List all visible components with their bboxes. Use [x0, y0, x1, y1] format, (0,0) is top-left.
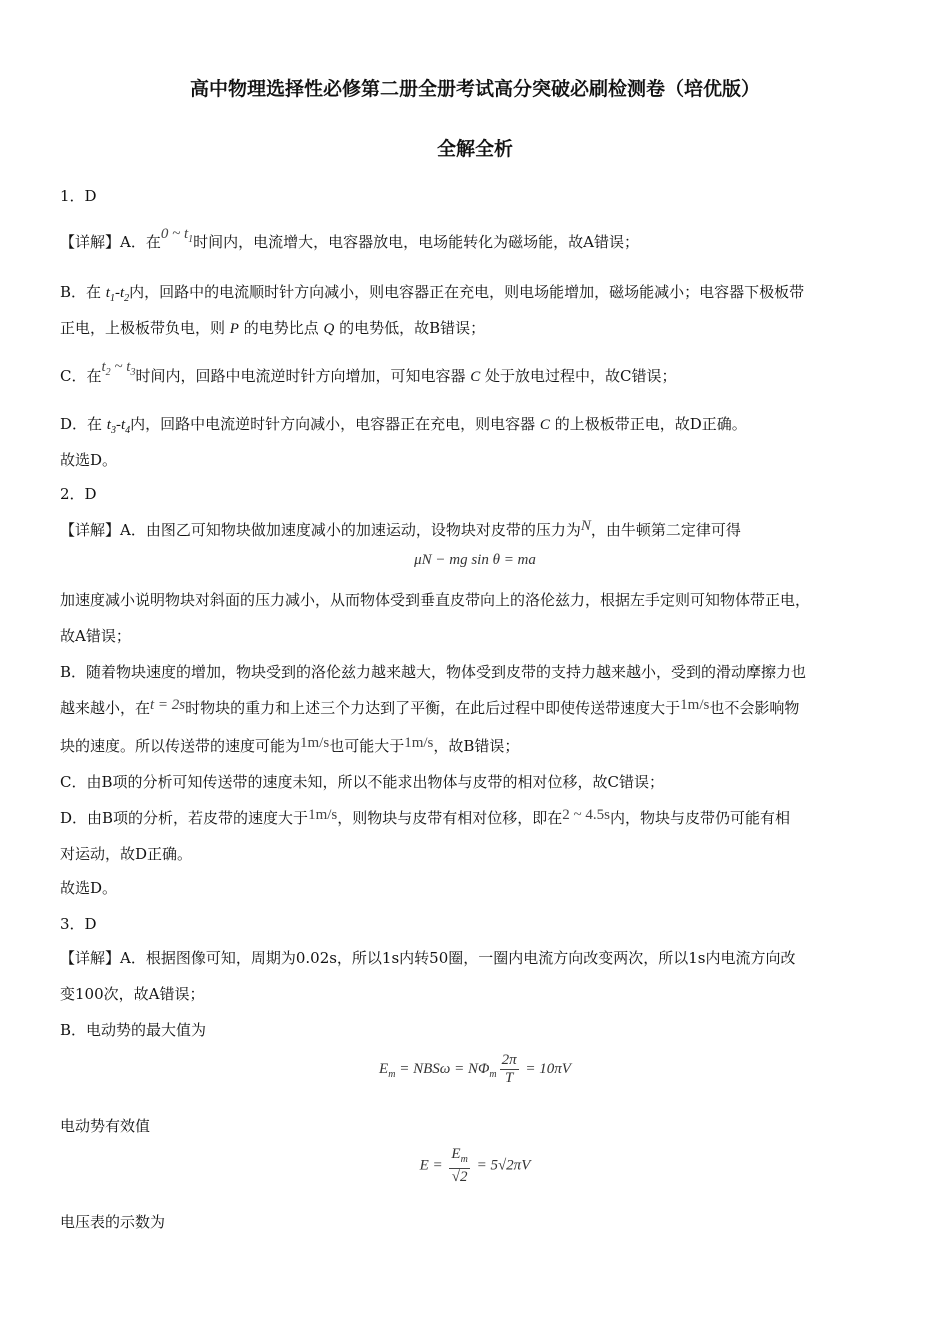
q3-option-b-line1: B．电动势的最大值为 — [60, 1021, 207, 1039]
q1-option-a — [60, 226, 639, 259]
q1-b2-pre: 正电，上极板带负电，则 — [60, 319, 230, 337]
q3-eq2-num: 2π — [501, 1052, 517, 1068]
q2-b3-math2: 1m/s — [404, 735, 434, 751]
q2-option-d-line1 — [60, 808, 790, 829]
q3-eq2-mid: = NBSω = NΦ — [395, 1060, 490, 1077]
q3-option-a-line1: 【详解】A．根据图像可知，周期为0.02s，所以1s内转50圈，一圈内电流方向改变两次，所以1s内电流方向改 — [60, 949, 796, 967]
q1-c-math — [101, 359, 136, 378]
q1-a-math-sub: 1 — [188, 234, 194, 245]
q1-b2-q: Q — [323, 321, 335, 337]
q2-option-a-line1 — [60, 520, 741, 541]
q1-a-post: 时间内，电流增大，电容器放电，电场能转化为磁场能，故A错误； — [193, 233, 639, 251]
q1-c-post2: 处于放电过程中，故C错误； — [480, 367, 677, 385]
q3-eq3-numwrap — [449, 1146, 469, 1169]
q2-a1-n: N — [580, 518, 591, 534]
q2-b3-pre: 块的速度。所以传送带的速度可能为 — [60, 737, 301, 755]
q1-a-pre: 【详解】A．在 — [60, 233, 161, 251]
q1-d-c: C — [539, 417, 550, 433]
q1-c-post1: 时间内，回路中电流逆时针方向增加，可知电容器 — [135, 367, 471, 385]
q2-b2-math2: 1m/s — [680, 697, 710, 713]
q2-d1-math1: 1m/s — [308, 807, 338, 823]
q1-d-pre: D．在 — [60, 415, 107, 433]
q3-eq3-den: √2 — [451, 1169, 468, 1185]
q1-c-pre: C．在 — [60, 367, 102, 385]
q3-eq2-fraction — [500, 1052, 519, 1087]
q1-b2-p: P — [229, 321, 239, 337]
q2-b2-mid: 时物块的重力和上述三个力达到了平衡，在此后过程中即使传送带速度大于 — [185, 699, 681, 717]
q1-b1-pre: B．在 — [60, 283, 106, 301]
q2-option-b-line3 — [60, 736, 519, 757]
q1-answer: 故选D。 — [60, 451, 118, 469]
q3-option-b-line2: 电动势有效值 — [60, 1117, 151, 1135]
document-subtitle: 全解全析 — [436, 138, 513, 160]
q2-b3-math1: 1m/s — [300, 735, 330, 751]
q1-option-d — [60, 414, 747, 441]
q1-c-math1: t — [101, 359, 106, 375]
q2-option-a-line2: 加速度减小说明物块对斜面的压力减小，从而物体受到垂直皮带向上的洛伦兹力，根据左手定则可知物体带正电， — [60, 591, 811, 609]
q1-d-t: t — [106, 417, 111, 433]
q2-option-a-line3: 故A错误； — [60, 627, 131, 645]
q2-option-b-line2 — [60, 698, 799, 719]
q1-c-s2: 3 — [130, 367, 136, 378]
q2-option-b-line1: B．随着物块速度的增加，物块受到的洛伦兹力越来越大，物体受到皮带的支持力越来越小，受到的滑动摩擦力也 — [60, 663, 807, 681]
q1-option-b-line2 — [60, 318, 485, 339]
q2-d1-pre: D．由B项的分析，若皮带的速度大于 — [60, 809, 309, 827]
q2-b3-mid: 也可能大于 — [329, 737, 405, 755]
q1-b1-post: 内，回路中的电流顺时针方向减小，则电容器正在充电，则电场能增加，磁场能减小；电容器下极板带 — [129, 283, 805, 301]
q3-eq2-mid-sub: m — [489, 1068, 497, 1080]
q2-d1-mid: ，则物块与皮带有相对位移，即在 — [337, 809, 563, 827]
q1-d-post1: 内，回路中电流逆时针方向减小，电容器正在充电，则电容器 — [130, 415, 540, 433]
q1-d-post2: 的上极板带正电，故D正确。 — [549, 415, 747, 433]
q2-b2-math1: t = 2s — [150, 697, 186, 713]
q3-eq3-fraction — [449, 1146, 469, 1186]
q2-a1-pre: 【详解】A．由图乙可知物块做加速度减小的加速运动，设物块对皮带的压力为 — [60, 521, 581, 539]
q1-c-c: C — [470, 369, 481, 385]
q3-option-b-line3: 电压表的示数为 — [60, 1213, 166, 1231]
q1-a-math — [160, 226, 194, 245]
q3-eq3-num: E — [451, 1146, 461, 1162]
q3-eq3-rhs: = 5√2πV — [472, 1157, 531, 1174]
q3-eq3-lhs: E = — [419, 1157, 447, 1174]
q3-eq3-num-sub: m — [460, 1154, 468, 1165]
q1-d-dash: -t — [115, 417, 126, 433]
q1-number: 1．D — [60, 187, 97, 205]
q1-d-s1: 3 — [110, 425, 116, 436]
q2-answer: 故选D。 — [60, 879, 118, 897]
q1-b1-s2: 2 — [124, 293, 130, 304]
q1-b2-post: 的电势低，故B错误； — [334, 319, 486, 337]
q2-option-d-line2: 对运动，故D正确。 — [60, 845, 193, 863]
q3-eq2-den: T — [504, 1070, 514, 1086]
q1-option-b-line1 — [60, 282, 804, 309]
q2-b2-pre: 越来越小，在 — [60, 699, 151, 717]
q3-option-a-line2: 变100次，故A错误； — [60, 985, 205, 1003]
document-title: 高中物理选择性必修第二册全册考试高分突破必刷检测卷（培优版） — [189, 78, 760, 100]
q3-eq2-lhs-sub: m — [388, 1068, 396, 1080]
q2-option-c: C．由B项的分析可知传送带的速度未知，所以不能求出物体与皮带的相对位移，故C错误； — [60, 773, 664, 791]
q2-number: 2．D — [60, 485, 97, 503]
q3-eq2-lhs: E — [379, 1060, 389, 1077]
q1-b1-t: t — [105, 285, 110, 301]
q1-c-math2: ~ t — [110, 359, 131, 375]
q2-d1-math2: 2 ~ 4.5s — [562, 807, 610, 823]
q1-option-c — [60, 359, 677, 393]
q3-equation-emf-max — [0, 1052, 950, 1087]
q3-equation-emf-eff — [0, 1146, 950, 1186]
q1-b2-mid: 的电势比点 — [238, 319, 324, 337]
q2-b2-post: 也不会影响物 — [709, 699, 800, 717]
q3-number: 3．D — [60, 915, 97, 933]
q2-b3-post: ，故B错误； — [433, 737, 520, 755]
q1-c-s1: 2 — [105, 367, 111, 378]
q2-a1-post: ，由牛顿第二定律可得 — [590, 521, 741, 539]
q2-equation-1: μN − mg sin θ = ma — [414, 552, 536, 568]
q3-eq2-rhs: = 10πV — [521, 1060, 571, 1077]
q2-d1-post: 内，物块与皮带仍可能有相 — [609, 809, 790, 827]
q1-b1-dash: -t — [114, 285, 125, 301]
q1-d-s2: 4 — [125, 425, 131, 436]
q1-b1-s1: 1 — [109, 293, 115, 304]
q1-a-math-text: 0 ~ t — [160, 226, 189, 242]
